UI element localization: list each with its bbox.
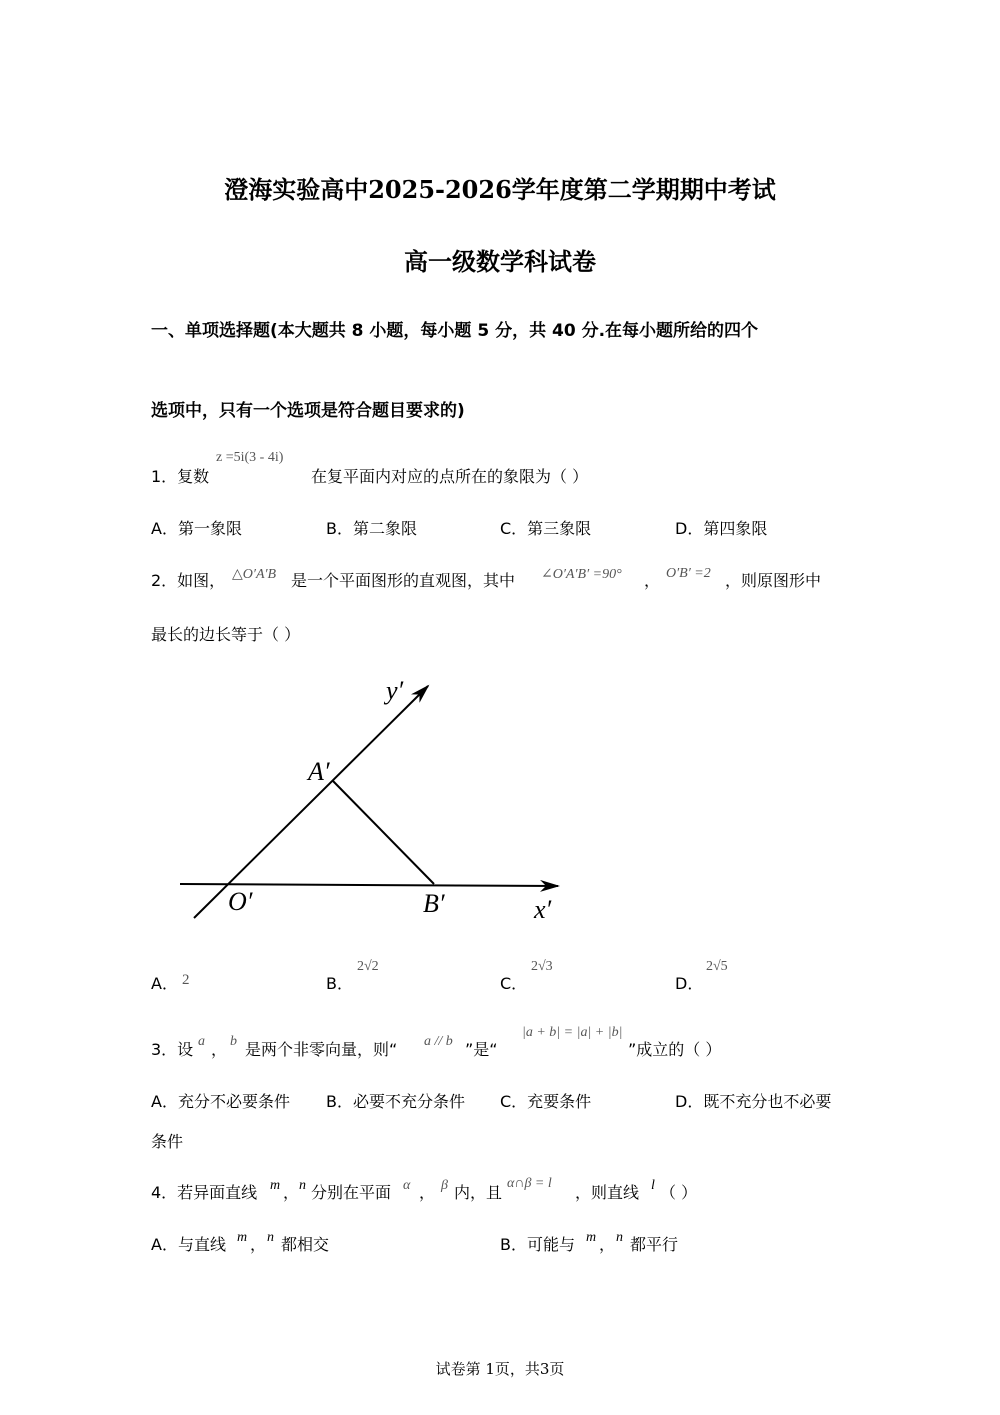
segment-ab — [333, 781, 434, 884]
q2-angle: ∠O′A′B′ =90° — [541, 567, 622, 582]
label-o: O′ — [228, 887, 253, 916]
q2-option-c-label: C． — [500, 974, 528, 993]
q3-var-b: b — [230, 1034, 237, 1049]
q4-intersect: α∩β = l — [507, 1176, 552, 1191]
label-a: A′ — [308, 757, 330, 786]
q4-sep: ， — [283, 1183, 300, 1202]
q2-comma: ， — [644, 571, 661, 590]
q4-l: l — [651, 1178, 655, 1193]
q4-option-b-sep: ， — [599, 1235, 616, 1254]
q1-option-a: A．第一象限 — [151, 519, 242, 538]
q3-number: 3．设 — [151, 1040, 194, 1059]
q3-text1: 是两个非零向量，则“ — [245, 1040, 398, 1059]
q4-option-a-m: m — [237, 1230, 248, 1245]
q4-option-b-m: m — [586, 1230, 597, 1245]
q3-option-d: D．既不充分也不必要 — [675, 1092, 832, 1111]
q4-number: 4．若异面直线 — [151, 1183, 258, 1202]
q3-parallel: a // b — [424, 1034, 453, 1049]
exam-title-line1: 澄海实验高中2025-2026学年度第二学期期中考试 — [224, 175, 776, 204]
q2-option-b-label: B． — [326, 974, 353, 993]
q3-option-b: B．必要不充分条件 — [326, 1092, 465, 1111]
exam-title-line2: 高一级数学科试卷 — [404, 247, 596, 276]
q2-option-d-label: D． — [675, 974, 704, 993]
q4-option-a-suffix: 都相交 — [281, 1235, 330, 1254]
q4-option-b-prefix: B．可能与 — [500, 1235, 575, 1254]
label-x: x′ — [534, 895, 552, 924]
q2-triangle: △O′A′B — [232, 567, 277, 582]
q4-option-b-suffix: 都平行 — [630, 1235, 679, 1254]
q3-text2: ”是“ — [465, 1040, 498, 1059]
x-axis — [180, 884, 558, 886]
q2-text2: ，则原图形中 — [725, 571, 822, 590]
section-heading-line2: 选项中，只有一个选项是符合题目要求的) — [151, 401, 465, 421]
q2-option-d-value: 2√5 — [706, 959, 728, 974]
q3-option-d-wrap: 条件 — [151, 1132, 184, 1151]
q2-line2: 最长的边长等于（ ） — [151, 625, 301, 644]
q2-option-b-value: 2√2 — [357, 959, 379, 974]
q1-text: 在复平面内对应的点所在的象限为（ ） — [311, 467, 589, 486]
q4-alpha: α — [403, 1178, 411, 1193]
q4-beta: β — [441, 1178, 448, 1193]
q4-option-a-prefix: A．与直线 — [151, 1235, 226, 1254]
q4-text2: 内，且 — [454, 1183, 503, 1202]
q4-text4: （ ） — [660, 1183, 698, 1202]
q3-option-c: C．充要条件 — [500, 1092, 592, 1111]
q1-number: 1．复数 — [151, 467, 210, 486]
q2-option-c-value: 2√3 — [531, 959, 553, 974]
page-footer: 试卷第 1页，共3页 — [435, 1360, 565, 1378]
q4-option-a-sep: ， — [250, 1235, 267, 1254]
q4-text3: ，则直线 — [575, 1183, 640, 1202]
q2-option-a-value: 2 — [182, 972, 190, 988]
label-b: B′ — [423, 889, 445, 918]
q2-number: 2．如图， — [151, 571, 226, 590]
q3-text3: ”成立的（ ） — [628, 1040, 722, 1059]
q4-option-a-n: n — [267, 1230, 274, 1245]
q2-option-a-label: A． — [151, 974, 178, 993]
q4-sep2: ， — [419, 1183, 436, 1202]
q4-m: m — [270, 1178, 281, 1193]
q2-text1: 是一个平面图形的直观图，其中 — [291, 571, 516, 590]
q1-formula: z =5i(3 - 4i) — [216, 450, 284, 465]
q4-n: n — [299, 1178, 306, 1193]
label-y: y′ — [386, 676, 404, 705]
q3-comma: ， — [211, 1040, 228, 1059]
q3-formula: |a + b| = |a| + |b| — [522, 1025, 623, 1040]
q3-var-a: a — [198, 1034, 205, 1049]
section-heading-line1: 一、单项选择题(本大题共 8 小题，每小题 5 分，共 40 分.在每小题所给的四个 — [151, 321, 759, 341]
y-axis — [194, 686, 428, 918]
q3-option-a: A．充分不必要条件 — [151, 1092, 290, 1111]
q4-text1: 分别在平面 — [311, 1183, 392, 1202]
q2-length: O′B′ =2 — [666, 566, 711, 581]
q1-option-b: B．第二象限 — [326, 519, 417, 538]
q4-option-b-n: n — [616, 1230, 623, 1245]
q1-option-d: D．第四象限 — [675, 519, 768, 538]
q1-option-c: C．第三象限 — [500, 519, 592, 538]
q2-figure — [170, 665, 580, 935]
